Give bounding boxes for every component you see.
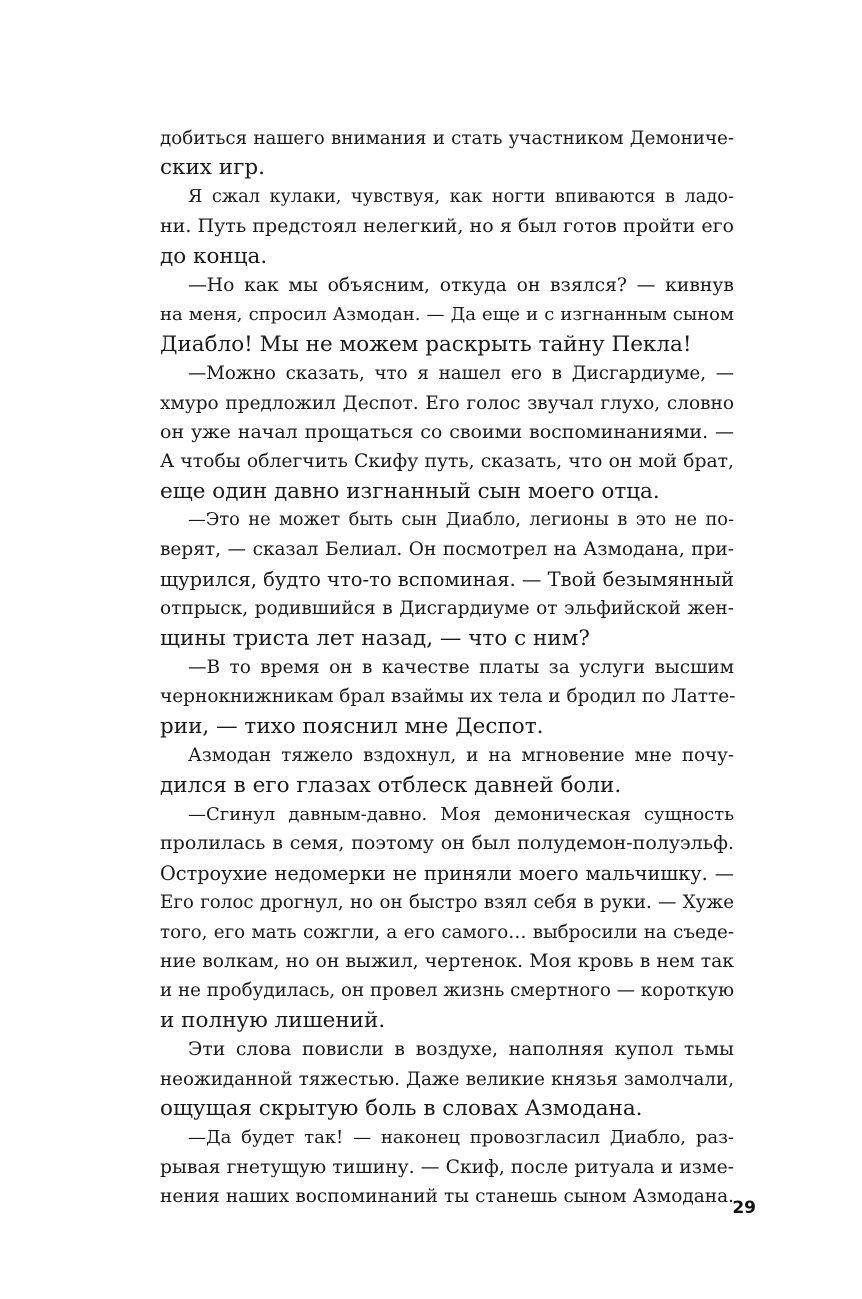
text-line: —Да будет так! — наконец провозгласил Диабло, раз- [188, 1127, 734, 1149]
paragraph [160, 359, 734, 506]
paragraph [160, 741, 734, 800]
text-line: рии, — тихо пояснил мне Деспот. [160, 713, 544, 739]
paragraph [160, 271, 734, 359]
paragraph [160, 800, 734, 1035]
text-line: ни. Путь предстоял нелегкий, но я был готов пройти его [160, 215, 734, 238]
page-number: 29 [732, 1198, 756, 1218]
text-line: отпрыск, родившийся в Дисгардиуме от эльфийской жен- [160, 598, 734, 620]
text-line: добиться нашего внимания и стать участником Демониче- [160, 128, 734, 149]
text-line: Эти слова повисли в воздухе, наполняя купол тьмы [188, 1039, 734, 1061]
text-line: ощущая скрытую боль в словах Азмодана. [160, 1095, 643, 1121]
text-line: и не пробудилась, он провел жизнь смертного — короткую [160, 980, 734, 1002]
text-line: хмуро предложил Деспот. Его голос звучал глухо, словно [160, 392, 734, 414]
text-line: Азмодан тяжело вздохнул, и на мгновение мне почу- [188, 745, 734, 767]
text-line: Диабло! Мы не можем раскрыть тайну Пекла! [160, 331, 692, 357]
text-line: ских игр. [160, 155, 265, 181]
paragraph [160, 183, 734, 271]
text-line: он уже начал прощаться со своими воспоминаниями. — [160, 420, 734, 443]
text-line: рывая гнетущую тишину. — Скиф, после ритуала и изме- [160, 1156, 734, 1178]
text-line: —Сгинул давным-давно. Моя демоническая сущность [188, 803, 734, 825]
text-line: —В то время он в качестве платы за услуги высшим [188, 657, 734, 679]
paragraph [160, 1035, 734, 1123]
text-line: Его голос дрогнул, но он быстро взял себя в руки. — Хуже [160, 892, 734, 914]
text-line: А чтобы облегчить Скифу путь, сказать, что он мой брат, [160, 451, 734, 473]
paragraph [160, 653, 734, 741]
text-line: щурился, будто что-то вспоминая. — Твой безымянный [160, 567, 734, 591]
text-line: на меня, спросил Азмодан. — Да еще и с изгнанным сыном [160, 304, 734, 326]
text-line: ние волкам, но он выжил, чертенок. Моя кровь в нем так [160, 950, 734, 972]
paragraph [160, 506, 734, 653]
text-line: Остроухие недомерки не приняли моего мальчишку. — [160, 861, 734, 885]
text-line: того, его мать сожгли, а его самого… выбросили на съеде- [160, 921, 734, 943]
text-line: и полную лишений. [160, 1007, 386, 1033]
text-line: —Но как мы объясним, откуда он взялся? — кивнув [188, 274, 734, 296]
text-line: дился в его глазах отблеск давней боли. [160, 772, 622, 798]
body-text [160, 124, 734, 1211]
text-line: —Это не может быть сын Диабло, легионы в это не по- [188, 510, 734, 531]
text-line: до конца. [160, 243, 268, 269]
text-line: нения наших воспоминаний ты станешь сыном Азмодана. [160, 1186, 734, 1208]
text-line: пролилась в семя, поэтому он был полудемон-полуэльф. [160, 832, 734, 855]
text-line: верят, — сказал Белиал. Он посмотрел на Азмодана, при- [160, 539, 734, 561]
text-line: —Можно сказать, что я нашел его в Дисгардиуме, — [188, 363, 734, 385]
paragraph [160, 1123, 734, 1211]
text-line: еще один давно изгнанный сын моего отца. [160, 478, 660, 504]
text-line: чернокнижникам брал взаймы их тела и бродил по Латте- [160, 686, 736, 708]
text-line: неожиданной тяжестью. Даже великие князья замолчали, [160, 1068, 734, 1090]
text-line: щины триста лет назад, — что с ним? [160, 625, 590, 651]
paragraph [160, 124, 734, 183]
text-line: Я сжал кулаки, чувствуя, как ногти впиваются в ладо- [188, 186, 734, 207]
